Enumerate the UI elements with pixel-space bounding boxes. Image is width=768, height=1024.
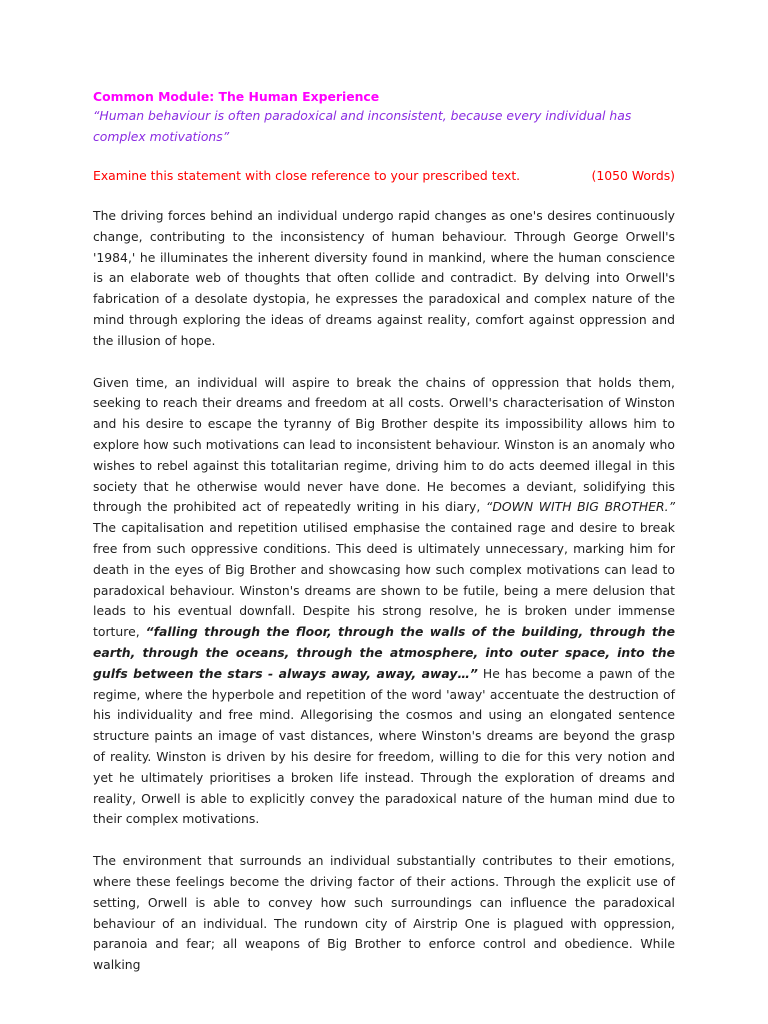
word-count: (1050 Words) [591, 168, 675, 183]
essay-question-quote: “Human behaviour is often paradoxical and inconsistent, because every individual has complex motivations” [93, 108, 632, 144]
quote-falling: “falling through the floor, through the walls of the building, through the earth, through the oceans, through the atmosphere, into outer space, into the gulfs between the stars - always away, away, away…” [93, 624, 675, 681]
paragraph-text: He has become a pawn of the regime, where the hyperbole and repetition of the word 'away' accentuate the destruction of his individuality and free mind. Allegorising the cosmos and using an elongated sentence structure paints an image of vast distances, where Winston's dreams are beyond the grasp of reality. Winston is driven by his desire for freedom, willing to die for this very notion and yet he ultimately prioritises a broken life instead. Through the exploration of dreams and reality, Orwell is able to explicitly convey the paradoxical nature of the human mind due to their complex motivations. [93, 665, 675, 827]
task-line [93, 167, 675, 185]
paragraph-intro: The driving forces behind an individual undergo rapid changes as one's desires continuously change, contributing to the inconsistency of human behaviour. Through George Orwell's '1984,' he illuminates the inherent diversity found in mankind, where the human conscience is an elaborate web of thoughts that often collide and contradict. By delving into Orwell's fabrication of a desolate dystopia, he expresses the paradoxical and complex nature of the mind through exploring the ideas of dreams against reality, comfort against oppression and the illusion of hope. [93, 208, 675, 348]
quote-diary: “DOWN WITH BIG BROTHER.” [485, 499, 675, 515]
paragraph-text: Given time, an individual will aspire to break the chains of oppression that holds them, seeking to reach their dreams and freedom at all costs. Orwell's characterisation of Winston and his desire to escape the tyranny of Big Brother despite its impossibility allows him to explore how such motivations can lead to inconsistent behaviour. Winston is an anomaly who wishes to rebel against this totalitarian regime, driving him to do acts deemed illegal in this society that he otherwise would never have done. He becomes a deviant, solidifying this through the prohibited act of repeatedly writing in his diary, [93, 374, 675, 515]
paragraph-dreams-reality [93, 373, 675, 831]
paragraph-text: The capitalisation and repetition utilised emphasise the contained rage and desire to break free from such oppressive conditions. This deed is ultimately unnecessary, marking him for death in the eyes of Big Brother and showcasing how such complex motivations can lead to paradoxical behaviour. Winston's dreams are shown to be futile, being a mere delusion that leads to his eventual downfall. Despite his strong resolve, he is broken under immense torture, [93, 520, 675, 640]
task-instruction: Examine this statement with close reference to your prescribed text. [93, 168, 521, 183]
paragraph-environment: The environment that surrounds an individual substantially contributes to their emotions, where these feelings become the driving factor of their actions. Through the explicit use of setting, Orwell is able to convey how such surroundings can influence the paradoxical behaviour of an individual. The rundown city of Airstrip One is plagued with oppression, paranoia and fear; all weapons of Big Brother to enforce control and obedience. While walking [93, 853, 675, 973]
module-title: Common Module: The Human Experience [93, 89, 380, 104]
